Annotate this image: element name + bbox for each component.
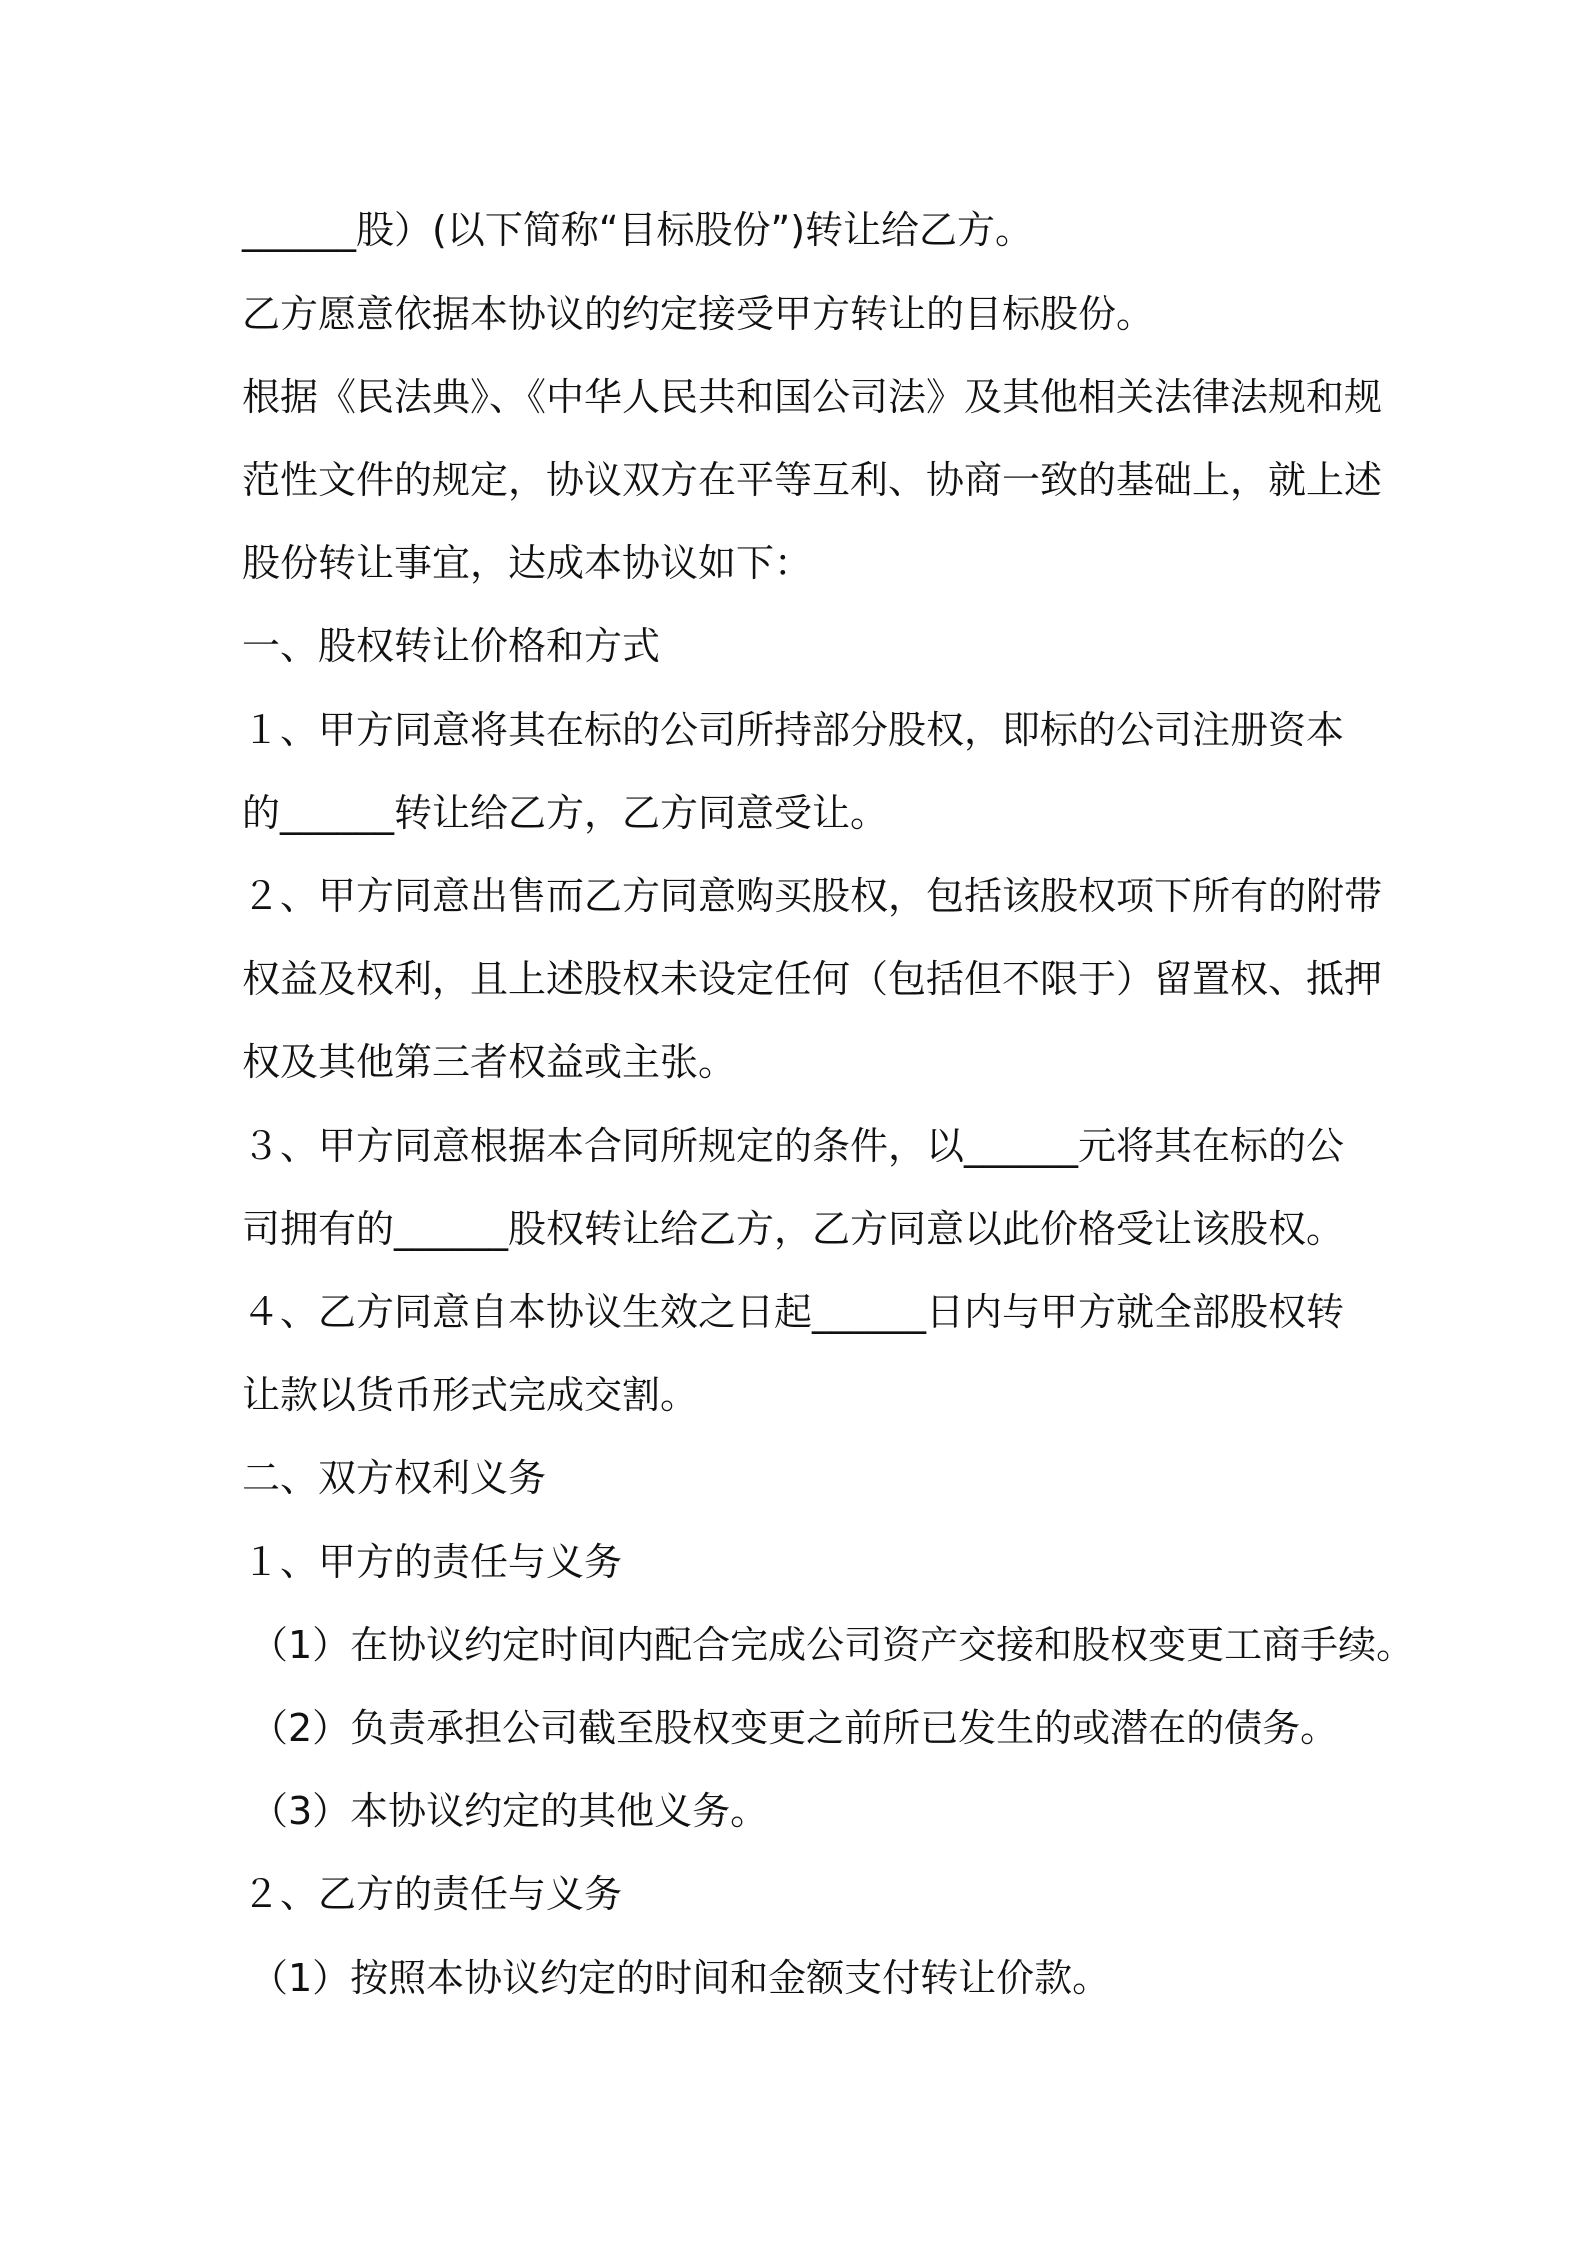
text-line: ４、乙方同意自本协议生效之日起______日内与甲方就全部股权转 — [242, 1290, 1345, 1334]
section-heading: 一、股权转让价格和方式 — [242, 624, 661, 668]
text-line: １、甲方同意将其在标的公司所持部分股权，即标的公司注册资本 — [242, 708, 1345, 752]
text-line: ２、甲方同意出售而乙方同意购买股权，包括该股权项下所有的附带 — [242, 874, 1383, 918]
text-line: ３、甲方同意根据本合同所规定的条件，以______元将其在标的公 — [242, 1124, 1345, 1168]
section-heading: 二、双方权利义务 — [242, 1456, 547, 1500]
text-line: 股份转让事宜，达成本协议如下： — [242, 541, 813, 585]
text-line: ______股）(以下简称“目标股份”)转让给乙方。 — [242, 208, 1034, 252]
text-line: １、甲方的责任与义务 — [242, 1540, 623, 1584]
text-line: 让款以货币形式完成交割。 — [242, 1373, 699, 1417]
text-line: 乙方愿意依据本协议的约定接受甲方转让的目标股份。 — [242, 292, 1155, 336]
text-line: （3）本协议约定的其他义务。 — [250, 1789, 769, 1833]
text-line: 权益及权利，且上述股权未设定任何（包括但不限于）留置权、抵押 — [242, 957, 1383, 1001]
text-line: 根据《民法典》、《中华人民共和国公司法》及其他相关法律法规和规 — [242, 375, 1383, 419]
text-line: ２、乙方的责任与义务 — [242, 1872, 623, 1916]
text-line: （1）在协议约定时间内配合完成公司资产交接和股权变更工商手续。 — [250, 1623, 1415, 1667]
text-line: 权及其他第三者权益或主张。 — [242, 1040, 737, 1084]
text-line: （1）按照本协议约定的时间和金额支付转让价款。 — [250, 1956, 1111, 2000]
text-line: 司拥有的______股权转让给乙方，乙方同意以此价格受让该股权。 — [242, 1207, 1345, 1251]
text-line: （2）负责承担公司截至股权变更之前所已发生的或潜在的债务。 — [250, 1706, 1339, 1750]
text-line: 范性文件的规定，协议双方在平等互利、协商一致的基础上，就上述 — [242, 458, 1383, 502]
text-line: 的______转让给乙方，乙方同意受让。 — [242, 791, 889, 835]
